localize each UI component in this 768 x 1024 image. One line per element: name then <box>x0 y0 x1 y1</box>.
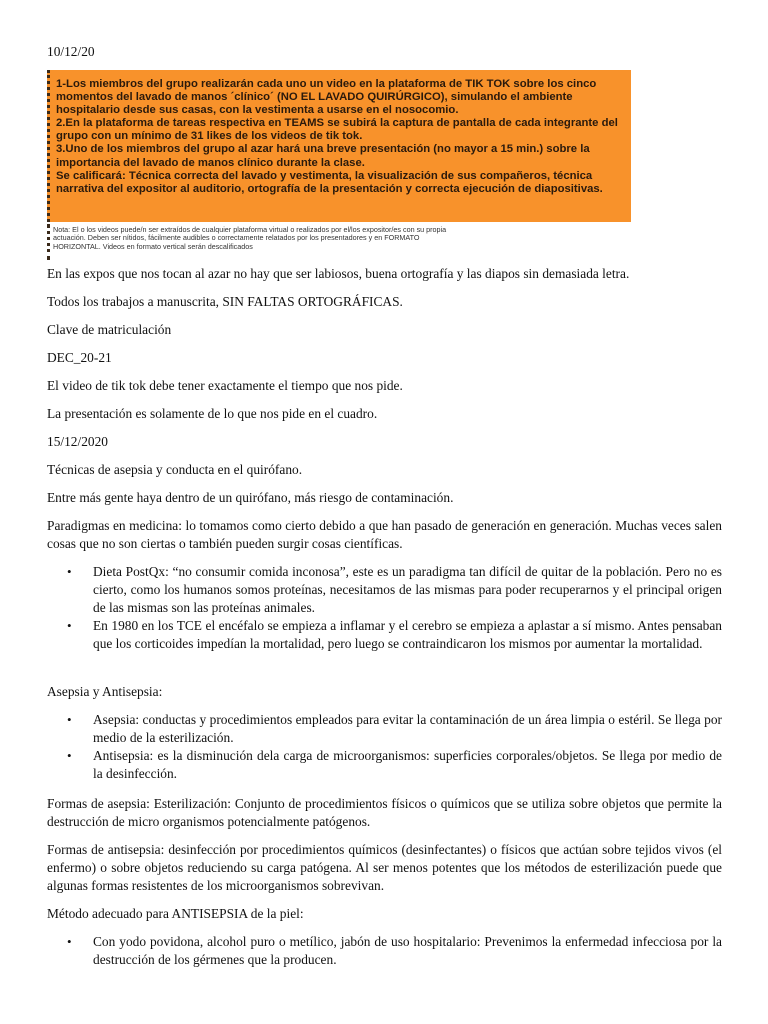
paragraph: Todos los trabajos a manuscrita, SIN FALTAS ORTOGRÁFICAS. <box>47 294 403 309</box>
list-item-text: En 1980 en los TCE el encéfalo se empieza a inflamar y el cerebro se empieza a aplastar a sí mismo. Antes pensaban que los corticoides impedían la mortalidad, pero luego se contraindicaron los mismos por aumentar la mortalidad. <box>93 618 722 651</box>
list-item-text: Con yodo povidona, alcohol puro o metílico, jabón de uso hospitalario: Prevenimos la enfermedad infecciosa por la destrucción de los gérmenes que la producen. <box>93 934 722 967</box>
paragraph: Entre más gente haya dentro de un quirófano, más riesgo de contaminación. <box>47 490 454 505</box>
paragraph: Técnicas de asepsia y conducta en el quirófano. <box>47 462 303 477</box>
list-item <box>47 617 722 653</box>
list-item-text: Asepsia: conductas y procedimientos empleados para evitar la contaminación de un área limpia o estéril. Se llega por medio de la esterilización. <box>93 712 722 745</box>
note-line: HORIZONTAL. Videos en formato vertical serán descalificados <box>53 241 253 251</box>
list-item <box>47 933 722 969</box>
note-line: actuación. Deben ser nítidos, fácilmente audibles o correctamente relatados por los presentadores y en FORMATO <box>53 233 420 243</box>
instruction-line: Se calificará: Técnica correcta del lavado y vestimenta, la visualización de sus compañeros, técnica <box>56 169 593 182</box>
bullet-icon: • <box>67 934 72 949</box>
instruction-line: momentos del lavado de manos ´clínico´ (NO EL LAVADO QUIRÚRGICO), simulando el ambiente <box>56 91 573 104</box>
date-heading: 10/12/20 <box>47 44 95 59</box>
bullet-icon: • <box>67 618 72 633</box>
paragraph: Formas de asepsia: Esterilización: Conjunto de procedimientos físicos o químicos que se utiliza sobre objetos que permite la destrucción de micro organismos potencialmente patógenos. <box>47 796 722 829</box>
instruction-line: 3.Uno de los miembros del grupo al azar hará una breve presentación (no mayor a 15 min.) sobre la <box>56 143 590 156</box>
paragraph: El video de tik tok debe tener exactamente el tiempo que nos pide. <box>47 378 403 393</box>
enrollment-key: DEC_20-21 <box>47 350 112 365</box>
list-item-text: Antisepsia: es la disminución dela carga de microorganismos: superficies corporales/objetos. Se llega por medio de la desinfección. <box>93 748 722 781</box>
list-item-text: Dieta PostQx: “no consumir comida inconosa”, este es un paradigma tan difícil de quitar de la población. Pero no es cierto, como los humanos somos proteínas, necesitamos de las mismas para poder recuperarnos y el principal origen de las mismas son las proteínas animales. <box>93 564 722 615</box>
instruction-line: 2.En la plataforma de tareas respectiva en TEAMS se subirá la captura de pantalla de cada integrante del <box>56 117 618 130</box>
paragraph: La presentación es solamente de lo que nos pide en el cuadro. <box>47 406 378 421</box>
bullet-icon: • <box>67 712 72 727</box>
list-item <box>47 747 722 783</box>
paragraph: Paradigmas en medicina: lo tomamos como cierto debido a que han pasado de generación en generación. Muchas veces salen cosas que no son ciertas o también pueden surgir cosas científicas. <box>47 518 722 551</box>
list-item <box>47 711 722 747</box>
instruction-line: grupo con un mínimo de 31 likes de los videos de tik tok. <box>56 130 363 143</box>
paragraph: Asepsia y Antisepsia: <box>47 684 163 699</box>
note-line: Nota: El o los videos puede/n ser extraídos de cualquier plataforma virtual o realizados por el/los expositor/es con su propia <box>53 225 447 234</box>
asepsia-list <box>47 711 722 783</box>
instruction-line: narrativa del expositor al auditorio, ortografía de la presentación y correcta ejecución de diapositivas. <box>56 182 603 195</box>
instruction-line: 1-Los miembros del grupo realizarán cada uno un video en la plataforma de TIK TOK sobre los cinco <box>56 78 597 90</box>
assignment-instructions-box <box>47 70 631 222</box>
paragraph: Formas de antisepsia: desinfección por procedimientos químicos (desinfectantes) o físicos que actúan sobre tejidos vivos (el enfermo) o sobre objetos reduciendo su carga patógena. Al ser menos potentes que los métodos de esterilización puede que algunas formas resistentes de los microorganismos sobrevivan. <box>47 842 722 893</box>
paradigm-list <box>47 563 722 653</box>
assignment-note <box>53 226 633 251</box>
paragraph: Método adecuado para ANTISEPSIA de la piel: <box>47 906 304 921</box>
instruction-line: importancia del lavado de manos clínico durante la clase. <box>56 156 365 169</box>
antisepsia-method-list <box>47 933 722 969</box>
date-heading: 15/12/2020 <box>47 434 109 449</box>
bullet-icon: • <box>67 748 72 763</box>
instruction-line: hospitalario desde sus casas, con la vestimenta a usarse en el nosocomio. <box>56 104 459 117</box>
list-item <box>47 563 722 617</box>
bullet-icon: • <box>67 564 72 579</box>
paragraph: Clave de matriculación <box>47 322 172 337</box>
paragraph: En las expos que nos tocan al azar no hay que ser labiosos, buena ortografía y las diapos sin demasiada letra. <box>47 266 630 281</box>
